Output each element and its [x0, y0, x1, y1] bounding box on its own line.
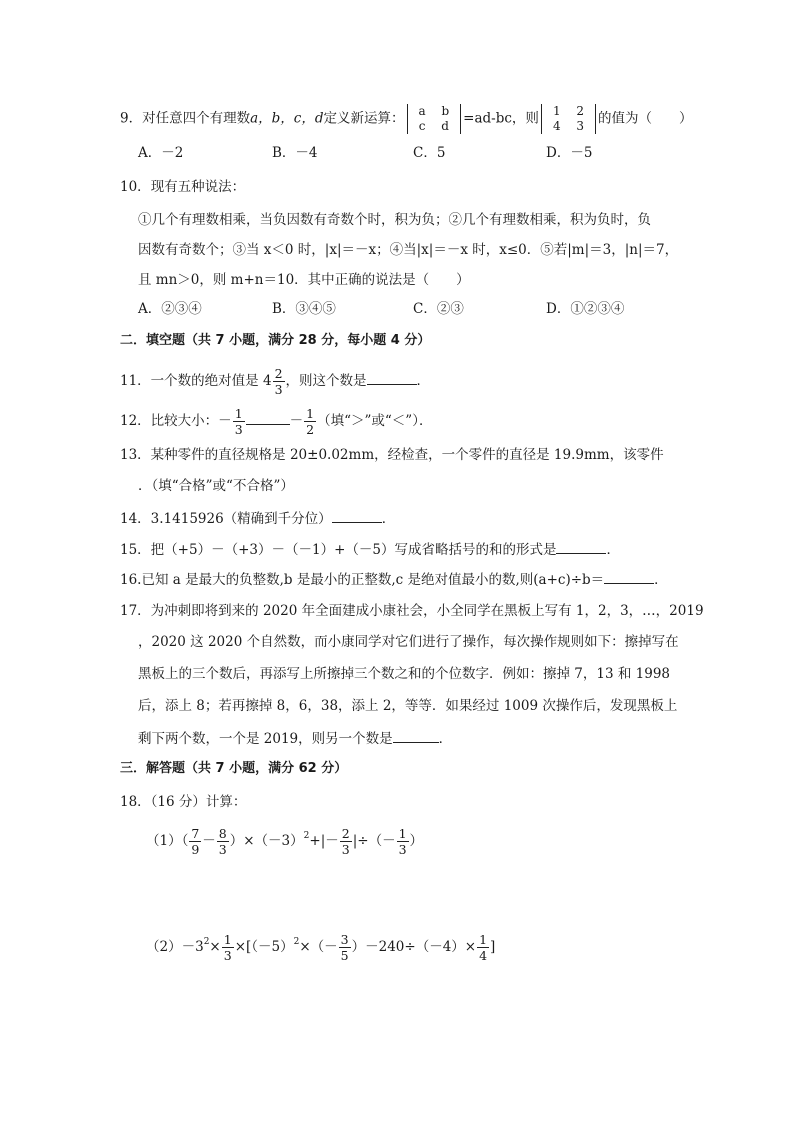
- q9-determinant-abcd: [407, 104, 462, 134]
- q10-option-c: C．②③: [413, 301, 464, 317]
- q18-heading: 18．（16 分）计算：: [120, 794, 247, 810]
- q9-determinant-1243: [541, 104, 596, 134]
- q17-line-5-text: 剩下两个数，一个是 2019，则另一个数是: [138, 731, 393, 747]
- q10-line-1: ①几个有理数相乘，当负因数有奇数个时，积为负；②几个有理数相乘，积为负时，负: [138, 212, 651, 228]
- q18p2-times-2: ×（－: [299, 939, 338, 955]
- q18p1-divide: |÷（－: [352, 833, 396, 849]
- q18p2-fraction-1-4: [477, 932, 489, 963]
- q16-text: 16.已知 a 是最大的负整数,b 是最小的正整数,c 是绝对值最小的数,则(a+c)÷b＝: [120, 572, 605, 588]
- q18-part-2: [146, 932, 495, 963]
- q11-text-b: ，则这个数是: [285, 373, 367, 389]
- q17-line-3: 黑板上的三个数后，再添写上所擦掉三个数之和的个位数字．例如：擦掉 7，13 和 1998: [138, 666, 670, 682]
- q18p1-exponent: 2: [303, 831, 310, 841]
- q13-line-2: [120, 476, 294, 496]
- q12-f1-denominator: 3: [234, 422, 243, 437]
- q12-f2-numerator: 1: [306, 406, 315, 421]
- q18p1-abs-open: +|－: [309, 833, 339, 849]
- q18p2-f3-num: 1: [479, 932, 488, 947]
- q10-line-3: 且 mn＞0，则 m+n＝10．其中正确的说法是（ ）: [138, 272, 470, 288]
- q13-answer-blank[interactable]: [120, 476, 138, 490]
- q11-answer-blank[interactable]: [367, 370, 417, 385]
- q10-option-d: D．①②③④: [546, 301, 625, 317]
- q9-option-b: B．－4: [272, 145, 318, 161]
- q18p2-close: ]: [490, 939, 496, 955]
- q18p1-f2-den: 3: [218, 842, 227, 857]
- det1-row1: a b: [418, 104, 456, 118]
- q18p2-fraction-3-5: [339, 932, 351, 963]
- q13-line-2-text: ．（填“合格”或“不合格”）: [138, 478, 294, 494]
- q18p1-close: ）: [409, 833, 424, 849]
- q18p2-f1-den: 3: [223, 948, 232, 963]
- q15-answer-blank[interactable]: [556, 539, 606, 554]
- q18p1-minus: －: [202, 833, 216, 849]
- q9-number: 9．: [120, 110, 143, 127]
- q10-option-a: A．②③④: [138, 301, 202, 317]
- q9-vars: a，b，c，d: [250, 110, 324, 127]
- q10-number: 10．: [120, 179, 151, 195]
- q18p1-times: ）×（－3）: [229, 833, 304, 849]
- q18p1-f3-den: 3: [341, 842, 350, 857]
- q12-text-a: 12．比较大小：－: [120, 413, 232, 429]
- q16-end: ．: [654, 572, 668, 588]
- q15-text: 15．把（+5）－（+3）－（－1）+（－5）写成省略括号的和的形式是: [120, 542, 557, 558]
- question-14: [120, 508, 395, 529]
- q18p2-fraction-1-3: [222, 932, 234, 963]
- q18p1-open: （1）（: [146, 833, 189, 849]
- q12-f2-denominator: 2: [306, 422, 315, 437]
- question-11: [120, 366, 430, 397]
- q12-f2-sign: －: [289, 413, 304, 429]
- det1-row2: c d: [418, 119, 455, 133]
- q14-text: 14．3.1415926（精确到千分位）: [120, 511, 332, 527]
- det2-row1: 1 2: [552, 104, 591, 118]
- q18p2-middle: ）－240÷（－4）×: [351, 939, 477, 955]
- q18p1-f2-num: 8: [218, 826, 227, 841]
- q14-end: ．: [381, 511, 396, 527]
- q14-answer-blank[interactable]: [332, 508, 382, 523]
- q13-line-1: 13．某种零件的直径规格是 20±0.02mm，经检查，一个零件的直径是 19.9mm，该零件: [120, 447, 664, 463]
- question-10-stem: [120, 177, 245, 197]
- question-16: [120, 569, 668, 590]
- q16-answer-blank[interactable]: [604, 569, 654, 584]
- q12-fraction-2: [304, 406, 316, 437]
- q18p1-f1-num: 7: [191, 826, 200, 841]
- q18p2-exponent-1: 2: [203, 937, 210, 947]
- q11-text-a: 11．一个数的绝对值是 4: [120, 373, 272, 389]
- q12-f1-numerator: 1: [234, 406, 243, 421]
- q17-line-4: 后，添上 8；若再擦掉 8，6，38，添上 2，等等．如果经过 1009 次操作后，发现黑板上: [138, 698, 678, 714]
- q18p1-f1-den: 9: [191, 842, 200, 857]
- q18p2-open: （2）－3: [146, 939, 204, 955]
- q9-option-c: C．5: [413, 145, 446, 161]
- question-9: [120, 104, 693, 134]
- section-3-heading: 三．解答题（共 7 小题，满分 62 分）: [120, 761, 348, 776]
- q18p2-f2-num: 3: [340, 932, 349, 947]
- q18p2-f1-num: 1: [223, 932, 232, 947]
- q17-line-5: [138, 728, 452, 749]
- q10-line-2: 因数有奇数个；③当 x＜0 时，|x|＝－x；④当|x|＝－x 时，x≤0．⑤若|m|＝3，|n|＝7，: [138, 242, 679, 258]
- q17-line-1: 17．为冲刺即将到来的 2020 年全面建成小康社会，小全同学在黑板上写有 1，2，3，…，2019: [120, 603, 704, 619]
- q11-frac-denominator: 3: [274, 382, 283, 397]
- q12-fraction-1: [233, 406, 245, 437]
- q10-option-b: B．③④⑤: [272, 301, 336, 317]
- q11-frac-numerator: 2: [274, 366, 283, 381]
- q18p1-fraction-2-3: [340, 826, 352, 857]
- q15-end: ．: [606, 542, 620, 558]
- q17-end: ．: [438, 731, 453, 747]
- q9-text-b: 定义新运算：: [323, 110, 405, 127]
- question-12: [120, 406, 432, 437]
- q9-text-a: 对任意四个有理数: [142, 110, 251, 127]
- q18p1-fraction-8-3: [217, 826, 229, 857]
- q18p2-bracket: ×[（－5）: [234, 939, 294, 955]
- q18p1-f3-num: 2: [341, 826, 350, 841]
- q18p1-fraction-7-9: [189, 826, 201, 857]
- q17-answer-blank[interactable]: [393, 728, 439, 743]
- q11-end: ．: [416, 373, 431, 389]
- q18p2-exponent-2: 2: [293, 937, 300, 947]
- q9-text-c: 的值为（ ）: [598, 110, 693, 127]
- q18p2-f2-den: 5: [340, 948, 349, 963]
- q18p2-f3-den: 4: [479, 948, 488, 963]
- q18-part-1: [146, 826, 423, 857]
- q18p1-fraction-1-3: [397, 826, 409, 857]
- q17-line-2: ，2020 这 2020 个自然数，而小康同学对它们进行了操作，每次操作规则如下：擦掉写在: [138, 634, 679, 650]
- q9-rule: =ad-bc，则: [463, 110, 539, 127]
- q11-fraction: [273, 366, 285, 397]
- q9-option-a: A．－2: [138, 145, 184, 161]
- section-2-heading: 二．填空题（共 7 小题，满分 28 分，每小题 4 分）: [120, 333, 431, 348]
- q12-text-b: （填“＞”或“＜”）．: [317, 413, 433, 429]
- q12-answer-blank[interactable]: [246, 410, 290, 425]
- q18p1-f4-den: 3: [398, 842, 407, 857]
- q9-option-d: D．－5: [546, 145, 593, 161]
- q10-stem-text: 现有五种说法：: [150, 179, 246, 195]
- question-15: [120, 539, 620, 560]
- det2-row2: 4 3: [552, 119, 591, 133]
- q18p1-f4-num: 1: [398, 826, 407, 841]
- q18p2-times-1: ×: [209, 939, 221, 955]
